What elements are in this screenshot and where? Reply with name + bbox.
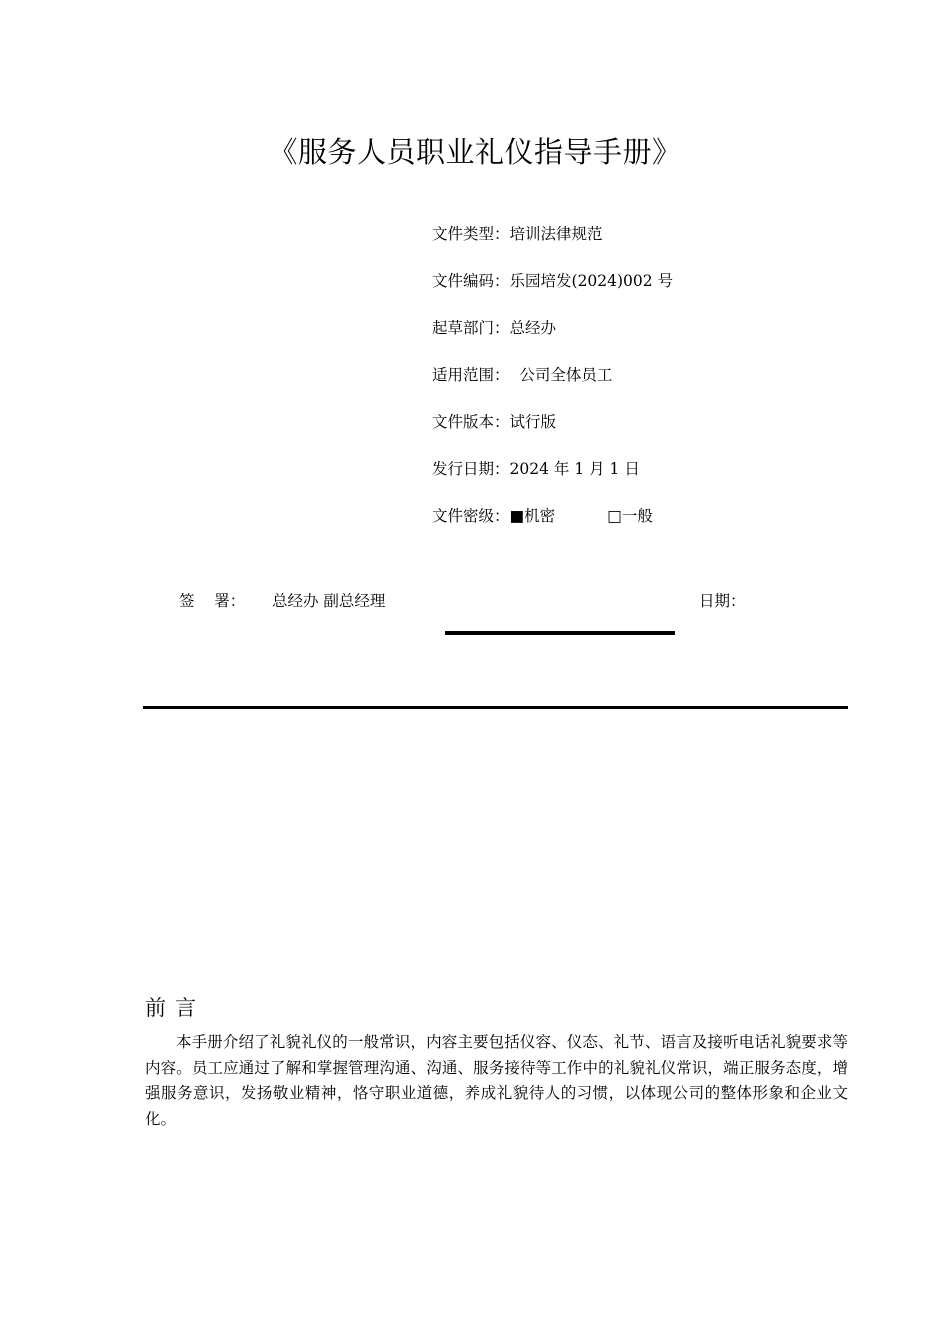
- section-divider: [143, 706, 848, 709]
- preface-body: 本手册介绍了礼貌礼仪的一般常识，内容主要包括仪容、仪态、礼节、语言及接听电话礼貌要求等内容。员工应通过了解和掌握管理沟通、沟通、服务接待等工作中的礼貌礼仪常识，端正服务态度，增强服务意识，发扬敬业精神，恪守职业道德，养成礼貌待人的习惯，以体现公司的整体形象和企业文化。: [145, 1033, 848, 1128]
- meta-version-label: 文件版本：: [432, 413, 510, 431]
- meta-row-version: [432, 410, 673, 457]
- signature-row: [0, 588, 950, 616]
- meta-row-date: [432, 457, 673, 504]
- signature-date-label: 日期：: [699, 592, 746, 610]
- meta-secrecy-label: 文件密级：: [432, 507, 510, 525]
- signature-value: 总经办 副总经理: [272, 592, 386, 610]
- meta-row-scope: [432, 363, 673, 410]
- signature-label: 签 署：: [179, 592, 246, 610]
- meta-code-value: 乐园培发(2024)002 号: [509, 272, 674, 290]
- document-meta: [432, 222, 673, 551]
- meta-type-value: 培训法律规范: [509, 225, 603, 243]
- secrecy-option-confidential: ■机密: [509, 507, 556, 525]
- meta-version-value: 试行版: [509, 413, 557, 431]
- signature-line: [445, 631, 675, 635]
- meta-row-secrecy: [432, 504, 673, 551]
- meta-row-code: [432, 269, 673, 316]
- meta-date-value: 2024 年 1 月 1 日: [509, 460, 640, 478]
- meta-code-label: 文件编码：: [432, 272, 510, 290]
- preface-title: 前言: [145, 996, 205, 1020]
- meta-dept-value: 总经办: [509, 319, 557, 337]
- meta-scope-label: 适用范围：: [432, 366, 510, 384]
- meta-type-label: 文件类型：: [432, 225, 510, 243]
- meta-date-label: 发行日期：: [432, 460, 510, 478]
- meta-dept-label: 起草部门：: [432, 319, 510, 337]
- secrecy-option-general: □一般: [607, 507, 653, 525]
- meta-row-dept: [432, 316, 673, 363]
- meta-scope-value: 公司全体员工: [509, 366, 613, 384]
- document-title: 《服务人员职业礼仪指导手册》: [268, 135, 682, 169]
- meta-row-type: [432, 222, 673, 269]
